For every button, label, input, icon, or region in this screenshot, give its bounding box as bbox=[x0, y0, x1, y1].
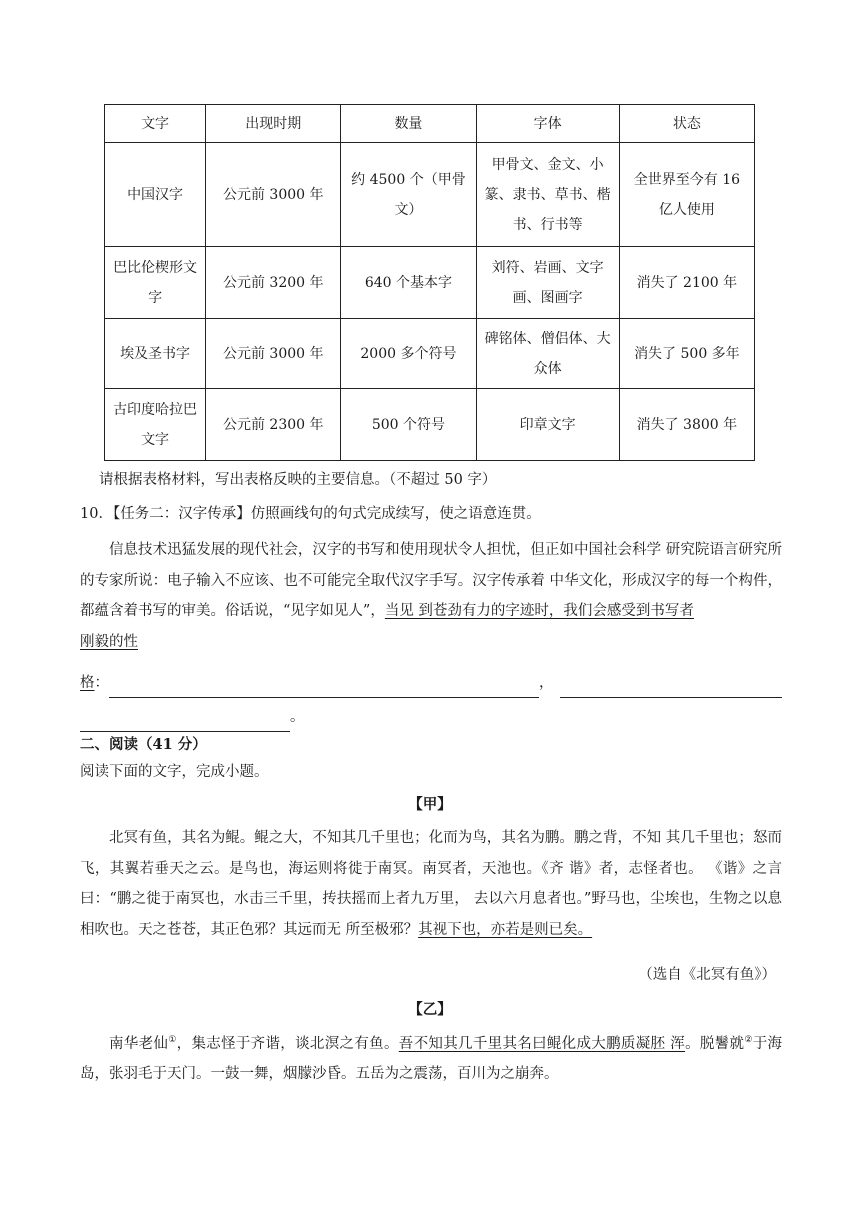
yi-text-2: ，集志怪于齐谐，谈北溟之有鱼。 bbox=[176, 1035, 399, 1052]
q10-passage bbox=[80, 535, 782, 657]
table-cell: 中国汉字 bbox=[105, 143, 206, 247]
table-header-cell: 出现时期 bbox=[206, 105, 341, 143]
jia-title: 【甲】 bbox=[408, 796, 452, 813]
table-header-cell: 状态 bbox=[619, 105, 754, 143]
table-cell: 刘符、岩画、文字画、图画字 bbox=[476, 247, 619, 319]
table-cell: 公元前 3000 年 bbox=[206, 143, 341, 247]
jia-source: （选自《北冥有鱼》） bbox=[638, 967, 776, 983]
answer-blank-2[interactable] bbox=[560, 677, 782, 698]
table-row bbox=[105, 247, 755, 319]
table-cell: 约 4500 个（甲骨文） bbox=[341, 143, 476, 247]
table-cell: 巴比伦楔形文字 bbox=[105, 247, 206, 319]
jia-underlined-sentence: 其视下也，亦若是则已矣。 bbox=[418, 921, 593, 938]
yi-title: 【乙】 bbox=[408, 1001, 452, 1018]
q10-comma: ， bbox=[539, 675, 554, 691]
table-cell: 公元前 3000 年 bbox=[206, 319, 341, 389]
table-header-cell: 文字 bbox=[105, 105, 206, 143]
footnote-marker: ② bbox=[744, 1035, 753, 1045]
table-cell: 2000 多个符号 bbox=[341, 319, 476, 389]
writing-systems-table bbox=[104, 104, 755, 461]
table-row bbox=[105, 389, 755, 461]
table-cell: 碑铭体、僧侣体、大众体 bbox=[476, 319, 619, 389]
table-cell: 公元前 2300 年 bbox=[206, 389, 341, 461]
table-cell: 640 个基本字 bbox=[341, 247, 476, 319]
table-cell: 古印度哈拉巴文字 bbox=[105, 389, 206, 461]
q10-passage-text: 信息技术迅猛发展的现代社会，汉字的书写和使用现状令人担忧，但正如中国社会科学 研究院语言研究所的专家所说：电子输入不应该、也不可能完全取代汉字手写。汉字传承着 中华文化，形成汉字的每一个构件，都蕴含着书写的审美。俗话说，“见字如见人”， bbox=[80, 542, 782, 619]
q9-prompt: 请根据表格材料，写出表格反映的主要信息。（不超过 50 字） bbox=[99, 472, 497, 488]
answer-blank-3[interactable] bbox=[80, 711, 290, 732]
q10-answer-line-2 bbox=[80, 702, 780, 732]
q10-underlined-sentence: 当见 到苍劲有力的字迹时，我们会感受到书写者 bbox=[384, 603, 694, 619]
table-row bbox=[105, 143, 755, 247]
yi-text-3: 。脱鬐就 bbox=[685, 1035, 745, 1052]
section2-title: 二、阅读（41 分） bbox=[80, 736, 207, 753]
table-cell: 公元前 3200 年 bbox=[206, 247, 341, 319]
section2-intro: 阅读下面的文字，完成小题。 bbox=[80, 764, 269, 780]
table-header-cell: 字体 bbox=[476, 105, 619, 143]
table-cell: 消失了 3800 年 bbox=[619, 389, 754, 461]
table-header-row bbox=[105, 105, 755, 143]
yi-passage bbox=[80, 1025, 782, 1090]
table-cell: 全世界至今有 16 亿人使用 bbox=[619, 143, 754, 247]
q10-period: 。 bbox=[290, 709, 305, 725]
table-header-cell: 数量 bbox=[341, 105, 476, 143]
table-cell: 消失了 500 多年 bbox=[619, 319, 754, 389]
answer-blank-1[interactable] bbox=[109, 677, 539, 698]
table-cell: 甲骨文、金文、小篆、隶书、草书、楷书、行书等 bbox=[476, 143, 619, 247]
q10-answer-line bbox=[80, 668, 780, 698]
yi-underlined-sentence: 吾不知其几千里其名曰鲲化成大鹏质凝胚 浑 bbox=[398, 1035, 686, 1052]
q10-underlined-sentence-cont: 刚毅的性 bbox=[80, 633, 138, 650]
table-cell: 500 个符号 bbox=[341, 389, 476, 461]
table-cell: 印章文字 bbox=[476, 389, 619, 461]
q10-fill-colon: ： bbox=[94, 675, 109, 691]
table-cell: 消失了 2100 年 bbox=[619, 247, 754, 319]
q10-fill-label: 格 bbox=[80, 675, 95, 691]
table-row bbox=[105, 319, 755, 389]
table-cell: 埃及圣书字 bbox=[105, 319, 206, 389]
jia-passage bbox=[80, 823, 782, 945]
yi-text-4: 于海岛，张羽毛于天门。一鼓一舞，烟朦沙昏。五岳为之震荡，百川为之崩奔。 bbox=[80, 1035, 783, 1083]
yi-text-1: 南华老仙 bbox=[109, 1035, 169, 1052]
jia-text: 北冥有鱼，其名为鲲。鲲之大，不知其几千里也；化而为鸟，其名为鹏。鹏之背，不知 其几千里也；怒而飞，其翼若垂天之云。是鸟也，海运则将徙于南冥。南冥者，天池也。《齐 谐》者，志怪者也。 《谐》之言曰：“鹏之徙于南冥也，水击三千里，抟扶摇而上者九万里， 去以六月息者也。”野马也，尘埃也，生物之以息相吹也。天之苍苍，其正色邪？其远而无 所至极邪？ bbox=[80, 830, 782, 938]
footnote-marker: ① bbox=[168, 1035, 177, 1045]
q10-title: 10．【任务二：汉字传承】仿照画线句的句式完成续写，使之语意连贯。 bbox=[80, 506, 541, 522]
